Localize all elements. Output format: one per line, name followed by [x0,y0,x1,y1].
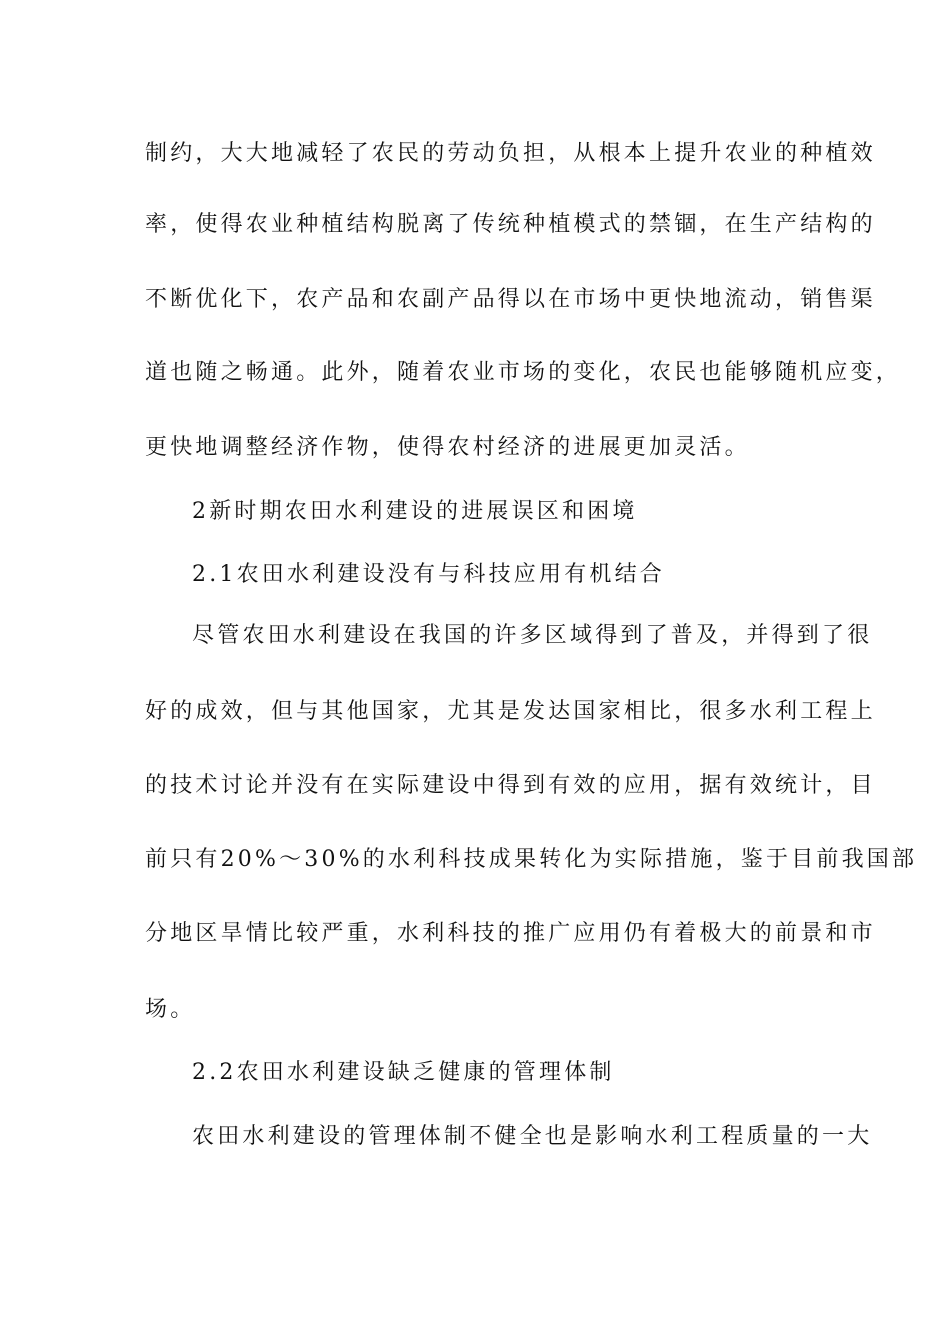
paragraph-line: 制约，大大地减轻了农民的劳动负担，从根本上提升农业的种植效 [145,141,876,166]
paragraph-line: 好的成效，但与其他国家，尤其是发达国家相比，很多水利工程上 [145,699,876,724]
paragraph-line: 场。 [145,997,196,1022]
subsection-heading: 2.1农田水利建设没有与科技应用有机结合 [192,562,665,587]
paragraph-line: 农田水利建设的管理体制不健全也是影响水利工程质量的一大 [192,1124,873,1149]
paragraph-line: 更快地调整经济作物，使得农村经济的进展更加灵活。 [145,435,750,460]
subsection-heading: 2.2农田水利建设缺乏健康的管理体制 [192,1060,615,1085]
paragraph-line: 前只有20%～30%的水利科技成果转化为实际措施，鉴于目前我国部 [145,847,918,872]
paragraph-line: 的技术讨论并没有在实际建设中得到有效的应用，据有效统计，目 [145,773,876,798]
section-heading: 2新时期农田水利建设的进展误区和困境 [192,499,638,524]
paragraph-line: 分地区旱情比较严重，水利科技的推广应用仍有着极大的前景和市 [145,921,876,946]
paragraph-line: 不断优化下，农产品和农副产品得以在市场中更快地流动，销售渠 [145,287,876,312]
paragraph-line: 道也随之畅通。此外，随着农业市场的变化，农民也能够随机应变， [145,360,902,385]
paragraph-line: 尽管农田水利建设在我国的许多区域得到了普及，并得到了很 [192,623,873,648]
paragraph-line: 率，使得农业种植结构脱离了传统种植模式的禁锢，在生产结构的 [145,212,876,237]
